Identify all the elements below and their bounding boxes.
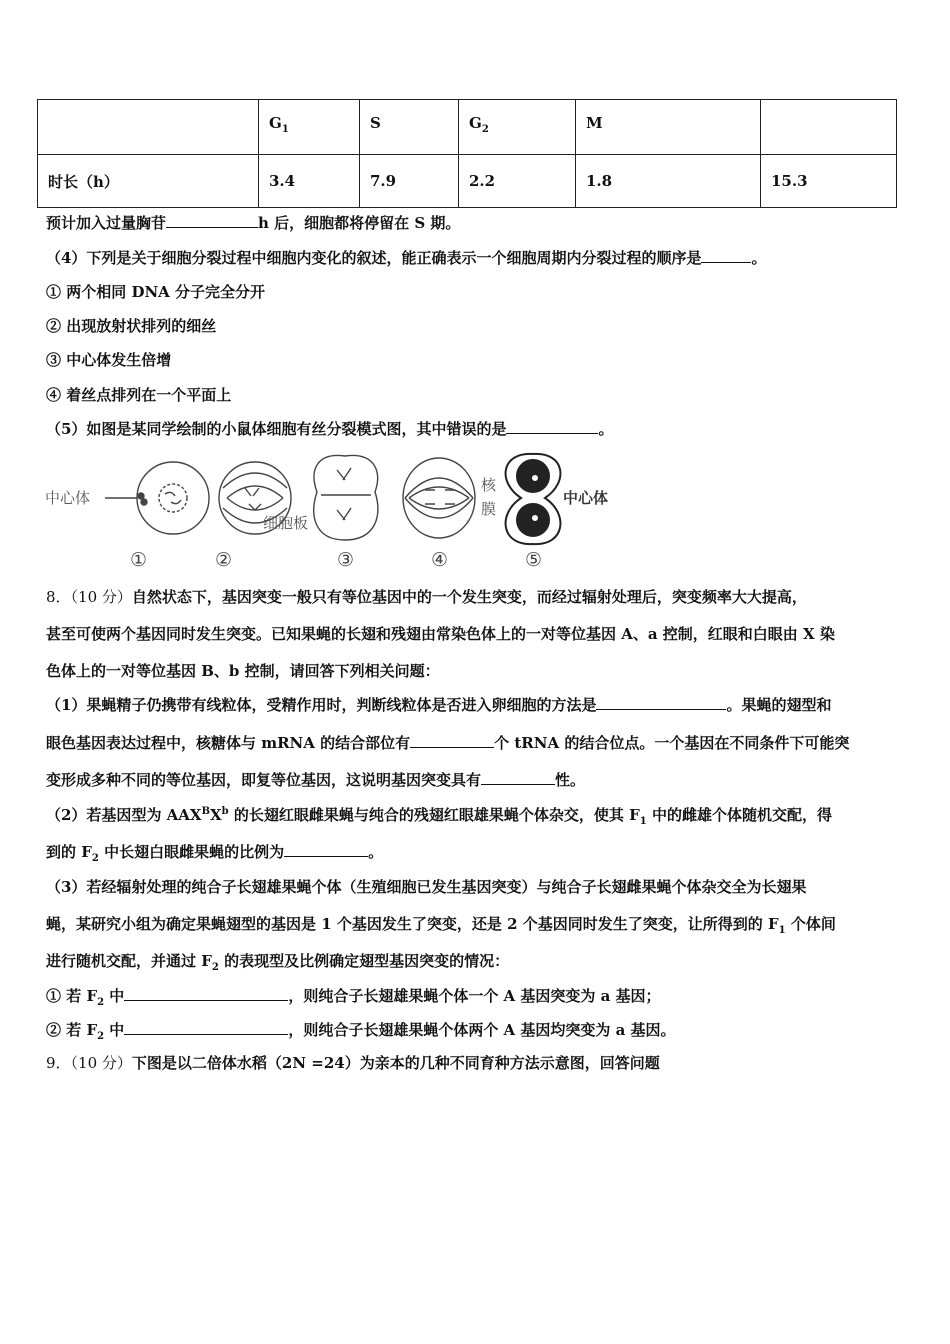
- q4-stem: [46, 247, 766, 268]
- case1-text-b: 中: [104, 987, 125, 1005]
- sup-b-dominant: B: [201, 806, 211, 817]
- q8-p2-text-f: 中长翅白眼雌果蝇的比例为: [98, 843, 285, 861]
- cell-total: 15.3: [761, 155, 897, 208]
- case1-text-a: ① 若 F: [46, 987, 98, 1005]
- figure-number-1: ①: [130, 549, 148, 571]
- figure-number-4: ④: [431, 549, 449, 571]
- q8-p1-text-b: 。果蝇的翅型和: [726, 696, 832, 714]
- q8-intro-3: 色体上的一对等位基因 B、b 控制，请回答下列相关问题：: [46, 662, 440, 680]
- answer-blank: [166, 213, 258, 228]
- sub-f1: 1: [639, 816, 647, 827]
- q9-stem: [46, 1052, 660, 1073]
- q8-p2-text-d: 中的雌雄个体随机交配，得: [646, 806, 832, 824]
- label-centrosome-left: 中心体: [45, 489, 91, 507]
- q8-intro-1: [46, 586, 807, 607]
- q8-part1-line2: [46, 732, 849, 753]
- answer-blank: [284, 842, 368, 857]
- table-header-total: [761, 100, 897, 155]
- answer-blank: [481, 770, 555, 785]
- case2-text-b: 中: [104, 1021, 125, 1039]
- cell-s: 7.9: [360, 155, 459, 208]
- sub-f2: 2: [97, 997, 105, 1008]
- q4-option-1: ① 两个相同 DNA 分子完全分开: [46, 283, 266, 301]
- figure-number-5: ⑤: [525, 549, 543, 571]
- q8-part2-line2: [46, 841, 383, 864]
- q8-p3-text-b: 蝇，某研究小组为确定果蝇翅型的基因是 1 个基因发生了突变，还是 2 个基因同时发生了突变，让所得到的 F: [46, 915, 779, 933]
- q8-p2-text-b: X: [210, 806, 222, 824]
- table-header-g2: $G_2$: [459, 100, 576, 155]
- q8-p3-text-d: 进行随机交配，并通过 F: [46, 952, 212, 970]
- q8-p1-text-d: 个 tRNA 的结合位点。一个基因在不同条件下可能突: [494, 734, 850, 752]
- q8-intro-text: 自然状态下，基因突变一般只有等位基因中的一个发生突变，而经过辐射处理后，突变频率大大提高，: [131, 588, 807, 606]
- cell-5: [506, 454, 561, 544]
- cell-4: [403, 458, 475, 538]
- label-nuclear-membrane-1: 核: [481, 476, 497, 494]
- cell-m: 1.8: [576, 155, 761, 208]
- sub-f1: 1: [778, 925, 786, 936]
- q8-p1-text-c: 眼色基因表达过程中，核糖体与 mRNA 的结合部位有: [46, 734, 411, 752]
- q5-stem: [46, 418, 613, 439]
- q8-p2-text-g: 。: [368, 843, 384, 861]
- answer-blank: [124, 986, 288, 1001]
- q8-case-1: [46, 985, 661, 1008]
- table-header-m: M: [576, 100, 761, 155]
- sub-f2: 2: [97, 1031, 105, 1042]
- table-header-row: [38, 100, 897, 155]
- cell-g1: 3.4: [259, 155, 360, 208]
- q8-p1-text-f: 性。: [555, 771, 586, 789]
- s-phase-question: [46, 212, 460, 233]
- answer-blank: [596, 695, 726, 710]
- q8-part3-line2: [46, 913, 836, 936]
- q8-intro-2: 甚至可使两个基因同时发生突变。已知果蝇的长翅和残翅由常染色体上的一对等位基因 A、a 控制，红眼和白眼由 X 染: [46, 625, 835, 643]
- figure-number-2: ②: [215, 549, 233, 571]
- answer-blank: [506, 419, 598, 434]
- table-header-s: S: [360, 100, 459, 155]
- case2-text-a: ② 若 F: [46, 1021, 98, 1039]
- sup-b-recessive: b: [221, 806, 229, 817]
- q8-part3-line1: （3）若经辐射处理的纯合子长翅雄果蝇个体（生殖细胞已发生基因突变）与纯合子长翅雌果蝇个体杂交全为长翅果: [46, 878, 807, 896]
- label-centrosome-right: 中心体: [563, 489, 609, 507]
- cell-cycle-table: [37, 99, 897, 208]
- table-header-g1: $G_1$: [259, 100, 360, 155]
- answer-blank: [410, 733, 494, 748]
- mitosis-diagram: [45, 448, 635, 573]
- q8-p1-text-e: 变形成多种不同的等位基因，即复等位基因，这说明基因突变具有: [46, 771, 482, 789]
- q8-number: 8．（10 分）: [46, 588, 132, 606]
- case1-text-c: ，则纯合子长翅雄果蝇个体一个 A 基因突变为 a 基因；: [288, 987, 661, 1005]
- q8-p1-text: （1）果蝇精子仍携带有线粒体，受精作用时，判断线粒体是否进入卵细胞的方法是: [46, 696, 597, 714]
- q8-p3-text-e: 的表现型及比例确定翅型基因突变的情况：: [218, 952, 510, 970]
- q8-part3-line3: [46, 950, 509, 973]
- q8-part1-line1: [46, 694, 831, 715]
- case2-text-c: ，则纯合子长翅雄果蝇个体两个 A 基因均突变为 a 基因。: [288, 1021, 676, 1039]
- q4-end: 。: [751, 249, 767, 267]
- figure-number-3: ③: [337, 549, 355, 571]
- row-label: 时长（h）: [38, 155, 259, 208]
- label-cell-plate: 细胞板: [263, 514, 309, 532]
- cell-3: [314, 455, 378, 540]
- q4-option-4: ④ 着丝点排列在一个平面上: [46, 386, 232, 404]
- q4-option-2: ② 出现放射状排列的细丝: [46, 317, 217, 335]
- q4-text: （4）下列是关于细胞分裂过程中细胞内变化的叙述，能正确表示一个细胞周期内分裂过程的顺序是: [46, 249, 702, 267]
- s-phase-text: 预计加入过量胸苷: [46, 214, 167, 232]
- q8-p2-text-a: （2）若基因型为 AAX: [46, 806, 202, 824]
- table-row: [38, 155, 897, 208]
- q8-p3-text-c: 个体间: [785, 915, 836, 933]
- q9-text: 下图是以二倍体水稻（2N =24）为亲本的几种不同育种方法示意图，回答问题: [131, 1054, 660, 1072]
- q9-number: 9．（10 分）: [46, 1054, 132, 1072]
- q5-text: （5）如图是某同学绘制的小鼠体细胞有丝分裂模式图，其中错误的是: [46, 420, 507, 438]
- table-header-blank: [38, 100, 259, 155]
- q8-part2-line1: [46, 804, 832, 827]
- answer-blank: [701, 248, 751, 263]
- q4-option-3: ③ 中心体发生倍增: [46, 351, 172, 369]
- sub-f2: 2: [91, 853, 99, 864]
- cell-g2: 2.2: [459, 155, 576, 208]
- sub-f2: 2: [211, 962, 219, 973]
- q8-p2-text-c: 的长翅红眼雌果蝇与纯合的残翅红眼雄果蝇个体杂交，使其 F: [228, 806, 640, 824]
- q8-part1-line3: [46, 769, 585, 790]
- q5-end: 。: [598, 420, 614, 438]
- cell-1: [105, 462, 209, 534]
- label-nuclear-membrane-2: 膜: [481, 500, 497, 518]
- s-phase-text-end: h 后，细胞都将停留在 S 期。: [258, 214, 461, 232]
- answer-blank: [124, 1020, 288, 1035]
- q8-p2-text-e: 到的 F: [46, 843, 92, 861]
- q8-case-2: [46, 1019, 676, 1042]
